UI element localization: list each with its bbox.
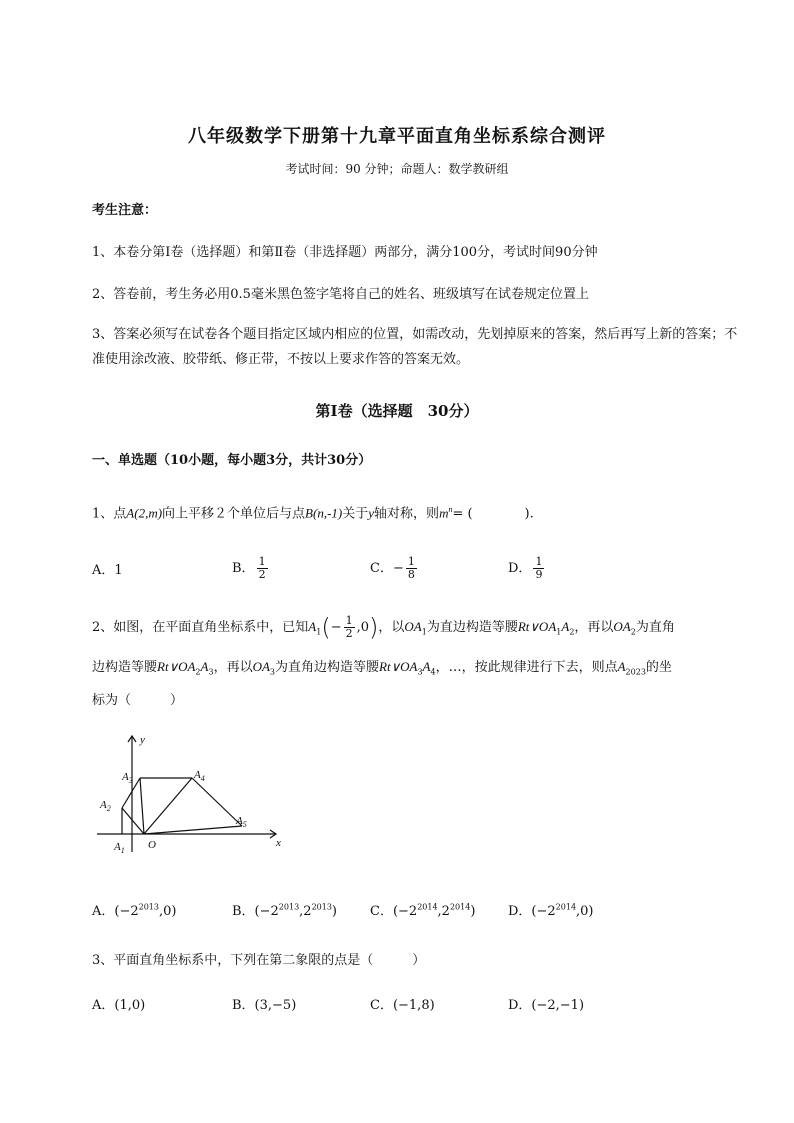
label-a4: $A_4$ <box>194 769 205 783</box>
section-title: 第I卷（选择题 30分） <box>315 402 479 420</box>
question-2-options <box>92 900 732 928</box>
segment-o-a4 <box>144 778 192 834</box>
segment-o-a2 <box>122 808 144 834</box>
q2-option-b[interactable]: B．$(-2^{2013},2^{2013})$ <box>232 902 337 919</box>
label-a2: $A_2$ <box>100 799 111 813</box>
q1-option-a[interactable]: A．1 <box>92 563 123 578</box>
segment-a4-a5 <box>192 778 242 826</box>
segment-o-a5 <box>144 826 242 834</box>
notice-heading: 考生注意： <box>92 203 158 218</box>
part-title: 一、单选题（10小题，每小题3分，共计30分） <box>92 453 372 468</box>
q1-option-c[interactable]: C．− $\frac{1}{8}$ <box>370 555 415 581</box>
label-a1: $A_1$ <box>114 841 125 855</box>
coordinate-figure <box>92 730 292 860</box>
q3-option-d[interactable]: D．(−2,−1) <box>508 998 585 1013</box>
q2-option-c[interactable]: C．$(-2^{2014},2^{2014})$ <box>370 902 476 919</box>
page-title: 八年级数学下册第十九章平面直角坐标系综合测评 <box>188 126 606 147</box>
q3-option-c[interactable]: C．(−1,8) <box>370 998 435 1013</box>
notice-item-2: 2、答卷前，考生务必用0.5毫米黑色签字笔将自己的姓名、班级填写在试卷规定位置上 <box>92 287 589 302</box>
label-a5: $A_5$ <box>236 815 247 829</box>
question-3-options <box>92 994 732 1022</box>
question-2-stem-line-1: 2、如图，在平面直角坐标系中，已知$A_1(-$ $\frac{1}{2}$ ,0)，以$OA_1$为直边构造等腰$Rt\vee OA_1A_2$，再以$OA_2$为直角 <box>92 613 675 642</box>
label-o: O <box>148 839 156 851</box>
question-1-stem: 1、点A(2,m)向上平移２个单位后与点B(n,-1)关于y轴对称，则$m^n=$ ( ). <box>92 505 534 522</box>
question-1-options <box>92 556 732 584</box>
q2-option-d[interactable]: D．$(-2^{2014},0)$ <box>508 902 594 919</box>
q1-option-d[interactable]: D． $\frac{1}{9}$ <box>508 555 543 581</box>
label-x: x <box>276 837 281 849</box>
segment-o-a3 <box>140 778 144 834</box>
q2-option-a[interactable]: A．$(-2^{2013},0)$ <box>92 902 177 919</box>
notice-item-1: 1、本卷分第I卷（选择题）和第Ⅱ卷（非选择题）两部分，满分100分，考试时间90分钟 <box>92 245 598 260</box>
page-subtitle: 考试时间：90 分钟；命题人：数学教研组 <box>285 162 509 176</box>
question-3-stem: 3、平面直角坐标系中，下列在第二象限的点是（ ） <box>92 953 426 968</box>
q3-option-b[interactable]: B．(3,−5) <box>232 998 297 1013</box>
notice-item-3: 3、答案必须写在试卷各个题目指定区域内相应的位置，如需改动，先划掉原来的答案，然后再写上新的答案；不准使用涂改液、胶带纸、修正带，不按以上要求作答的答案无效。 <box>92 327 738 367</box>
label-a3: $A_3$ <box>122 771 133 785</box>
q1-option-b[interactable]: B． $\frac{1}{2}$ <box>232 555 266 581</box>
question-2-stem-line-2: 边构造等腰$Rt\vee OA_2A_3$，再以$OA_3$为直角边构造等腰$Rt\vee OA_3A_4$，…，按此规律进行下去，则点$A_{2023}$的坐 <box>92 659 672 677</box>
question-2-stem-line-3: 标为（ ） <box>92 693 184 708</box>
label-y: y <box>140 734 145 746</box>
q3-option-a[interactable]: A．(1,0) <box>92 998 146 1013</box>
